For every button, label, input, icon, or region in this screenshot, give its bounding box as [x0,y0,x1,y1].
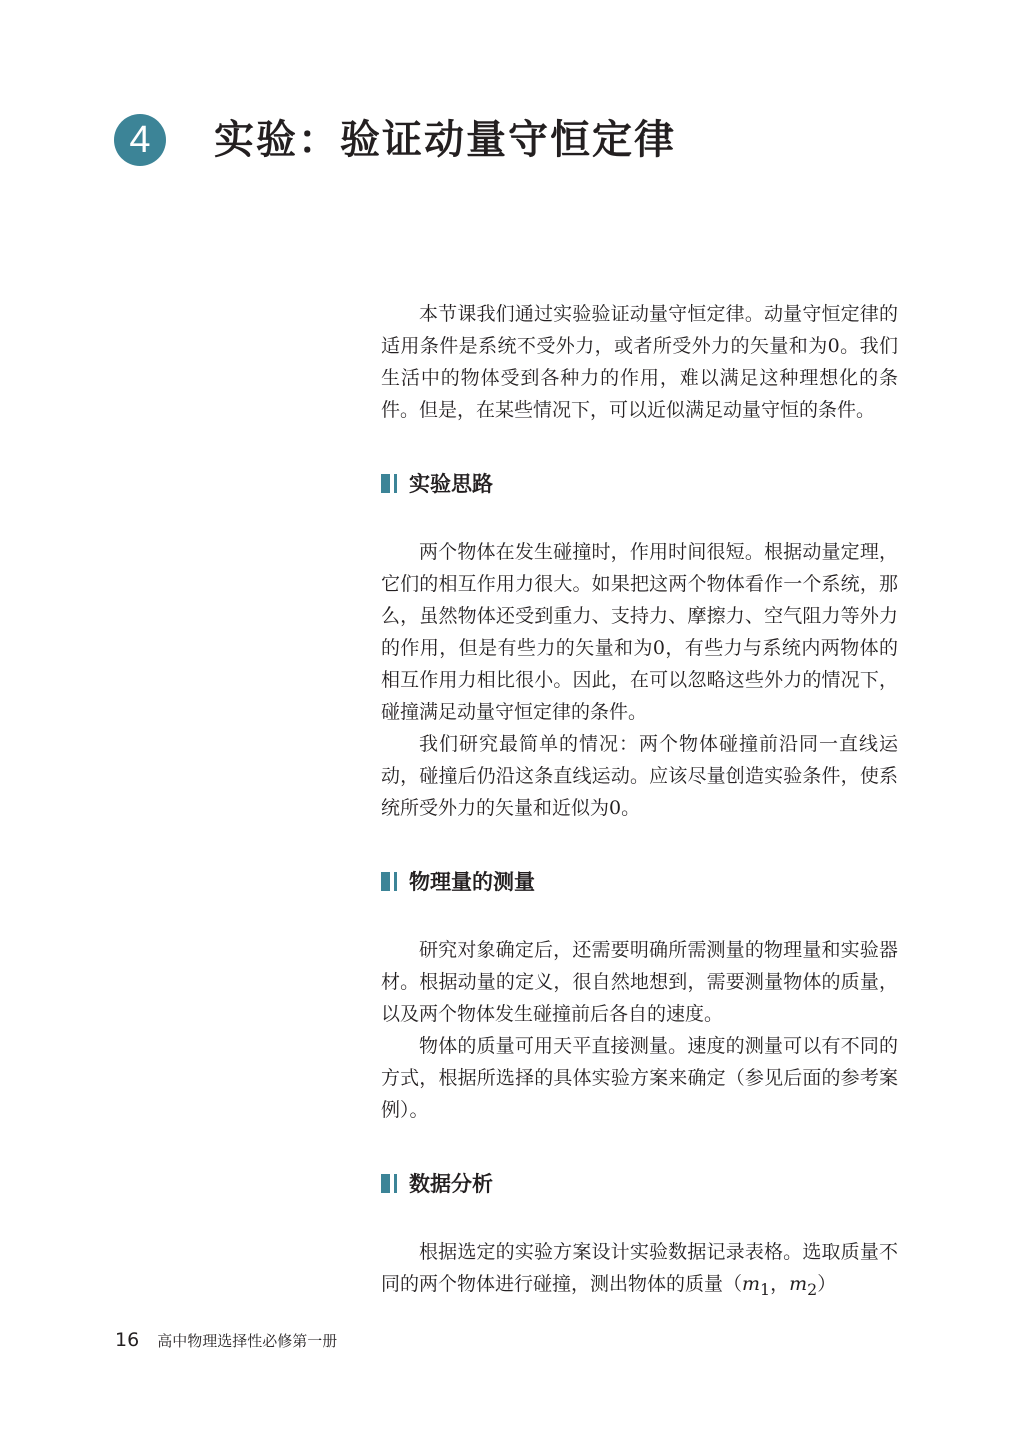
section-heading-experiment-idea [381,468,898,498]
experiment-idea-paragraph-2: 我们研究最简单的情况：两个物体碰撞前沿同一直线运动，碰撞后仍沿这条直线运动。应该尽量创造实验条件，使系统所受外力的矢量和近似为0。 [381,733,898,819]
section-heading-text: 物理量的测量 [409,870,535,894]
section-heading-text: 实验思路 [409,472,493,496]
heading-marker-icon [381,474,390,493]
page-number: 16 [115,1329,140,1351]
chapter-title: 实验：验证动量守恒定律 [214,116,676,163]
main-content [381,298,898,1306]
measurement-paragraph-1: 研究对象确定后，还需要明确所需测量的物理量和实验器材。根据动量的定义，很自然地想到，需要测量物体的质量，以及两个物体发生碰撞前后各自的速度。 [381,939,898,1025]
chapter-number-badge: 4 [114,114,166,166]
mass-symbol-m2: m [789,1273,808,1295]
closing-paren: ） [817,1273,837,1295]
heading-marker-icon [381,872,390,891]
intro-paragraph: 本节课我们通过实验验证动量守恒定律。动量守恒定律的适用条件是系统不受外力，或者所受外力的矢量和为0。我们生活中的物体受到各种力的作用，难以满足这种理想化的条件。但是，在某些情况下，可以近似满足动量守恒的条件。 [381,303,898,421]
heading-marker-line [394,1174,397,1193]
experiment-idea-paragraph-1: 两个物体在发生碰撞时，作用时间很短。根据动量定理，它们的相互作用力很大。如果把这两个物体看作一个系统，那么，虽然物体还受到重力、支持力、摩擦力、空气阻力等外力的作用，但是有些力的矢量和为0，有些力与系统内两物体的相互作用力相比很小。因此，在可以忽略这些外力的情况下，碰撞满足动量守恒定律的条件。 [381,541,898,723]
page-footer [115,1329,337,1351]
heading-marker-icon [381,1174,390,1193]
data-analysis-text: 根据选定的实验方案设计实验数据记录表格。选取质量不同的两个物体进行碰撞，测出物体的质量（ [381,1241,898,1295]
measurement-paragraph-2: 物体的质量可用天平直接测量。速度的测量可以有不同的方式，根据所选择的具体实验方案来确定（参见后面的参考案例）。 [381,1035,898,1121]
heading-marker-line [394,872,397,891]
mass-subscript-1: 1 [760,1279,771,1299]
data-analysis-paragraph [381,1236,898,1306]
mass-subscript-2: 2 [807,1279,818,1299]
mass-separator: ， [770,1273,790,1295]
heading-marker-line [394,474,397,493]
section-heading-data-analysis [381,1168,898,1198]
section-heading-measurement [381,866,898,896]
section-heading-text: 数据分析 [409,1172,493,1196]
mass-symbol-m1: m [742,1273,761,1295]
book-title: 高中物理选择性必修第一册 [157,1332,338,1350]
